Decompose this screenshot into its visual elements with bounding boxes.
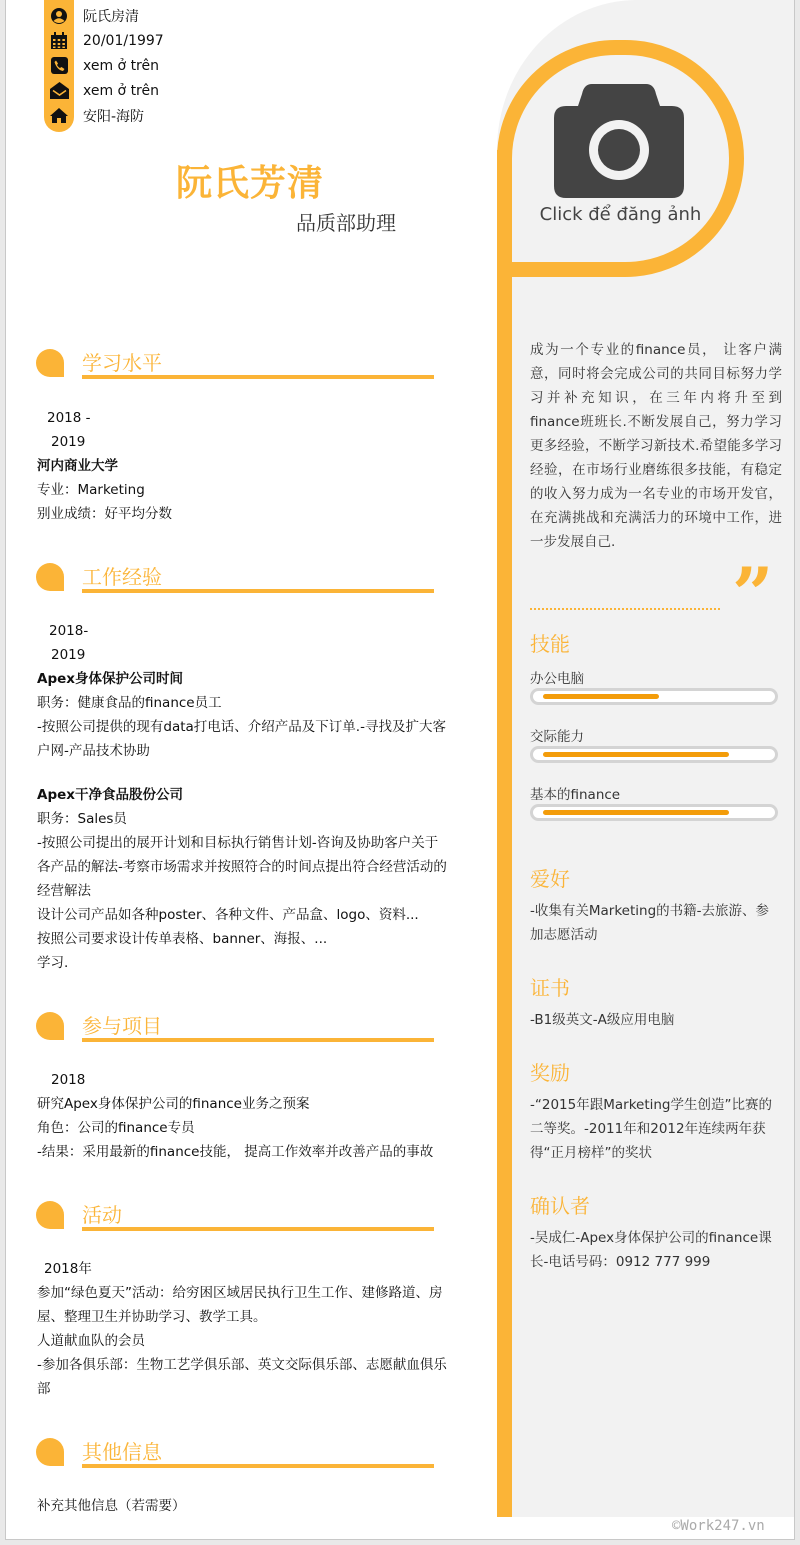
education-date-start: 2018 - xyxy=(47,410,91,426)
section-projects-header xyxy=(36,1010,436,1046)
photo-upload-label[interactable]: Click để đăng ảnh xyxy=(539,204,702,225)
contact-phone: xem ở trên xyxy=(83,57,159,74)
project-result: -结果：采用最新的finance技能， 提高工作效率并改善产品的事故 xyxy=(37,1144,434,1160)
section-divider xyxy=(82,375,434,379)
certificates-text: -B1级英文-A级应用电脑 xyxy=(530,1012,675,1028)
section-divider xyxy=(82,1038,434,1042)
skill-bar-fill xyxy=(543,752,729,757)
section-divider xyxy=(82,589,434,593)
section-divider xyxy=(82,1227,434,1231)
section-title: 其他信息 xyxy=(82,1440,162,1464)
hobbies-title: 爱好 xyxy=(530,867,570,891)
contact-dob: 20/01/1997 xyxy=(83,32,164,49)
job-role: 职务：健康食品的finance员工 xyxy=(37,695,222,711)
quote-icon: ” xyxy=(732,551,774,636)
project-name: 研究Apex身体保护公司的finance业务之预案 xyxy=(37,1096,310,1112)
education-school: 河内商业大学 xyxy=(37,458,118,474)
section-title: 参与项目 xyxy=(82,1014,162,1038)
job-role: 职务：Sales员 xyxy=(37,811,127,827)
career-objective: 成为一个专业的finance员， 让客户满意，同时将会完成公司的共同目标努力学习并补充知识，在三年内将升至到finance班班长.不断发展自己，努力学习更多经验，不断学习新技术.希望能多学习经验，在市场行业磨练很多技能，有稳定的收入努力成为一名专业的市场开发官，在充满挑战和充满活力的环境中工作，进一步发展自己. xyxy=(530,342,782,550)
section-bullet-icon xyxy=(36,1438,64,1466)
resume-page xyxy=(5,0,795,1540)
activity-item: -参加各俱乐部：生物工艺学俱乐部、英文交际俱乐部、志愿献血俱乐部 xyxy=(37,1357,447,1397)
skill-bar xyxy=(530,688,778,705)
phone-icon xyxy=(44,57,74,74)
education-grade: 别业成绩：好平均分数 xyxy=(37,506,172,522)
hobbies-text: -收集有关Marketing的书籍-去旅游、参加志愿活动 xyxy=(530,903,770,943)
job-description: 设计公司产品如各种poster、各种文件、产品盒、logo、资料... xyxy=(37,907,419,923)
job-company: Apex干净食品股份公司 xyxy=(37,787,183,803)
job-description: 按照公司要求设计传单表格、banner、海报、... xyxy=(37,931,328,947)
contact-name-row xyxy=(44,3,139,28)
contact-name: 阮氏房清 xyxy=(83,8,139,25)
section-title: 学习水平 xyxy=(82,351,162,375)
user-icon xyxy=(44,7,74,25)
skills-title: 技能 xyxy=(530,632,570,656)
other-info-text: 补充其他信息（若需要） xyxy=(37,1498,186,1514)
section-education-header xyxy=(36,347,436,383)
right-accent-bar xyxy=(497,150,512,1517)
calendar-icon xyxy=(44,32,74,50)
skill-bar-fill xyxy=(543,694,659,699)
section-experience-header xyxy=(36,561,436,597)
projects-block xyxy=(37,1068,447,1164)
job-description: 学习. xyxy=(37,955,69,971)
certificates-title: 证书 xyxy=(530,976,570,1000)
contact-address: 安阳-海防 xyxy=(83,108,145,125)
awards-title: 奖励 xyxy=(530,1061,570,1085)
candidate-name: 阮氏芳清 xyxy=(176,163,325,204)
dotted-divider xyxy=(530,608,720,610)
contact-phone-row xyxy=(44,53,159,78)
camera-icon[interactable] xyxy=(554,84,684,198)
section-title: 活动 xyxy=(82,1203,122,1227)
job-company: Apex身体保护公司时间 xyxy=(37,671,183,687)
activities-block xyxy=(37,1257,447,1401)
education-block xyxy=(37,406,447,526)
contact-email: xem ở trên xyxy=(83,82,159,99)
section-title: 工作经验 xyxy=(82,565,162,589)
activity-date: 2018年 xyxy=(44,1261,92,1277)
section-divider xyxy=(82,1464,434,1468)
candidate-position: 品质部助理 xyxy=(296,211,396,235)
contact-email-row xyxy=(44,78,159,103)
skill-bar xyxy=(530,804,778,821)
job-description: -按照公司提出的展开计划和目标执行销售计划-咨询及协助客户关于各产品的解法-考察市场需求并按照符合的时间点提出符合经营活动的经营解法 xyxy=(37,835,447,899)
education-major: 专业：Marketing xyxy=(37,482,145,498)
experience-date-end: 2019 xyxy=(51,647,86,663)
section-bullet-icon xyxy=(36,1012,64,1040)
skill-bar-fill xyxy=(543,810,729,815)
section-bullet-icon xyxy=(36,563,64,591)
skill-label: 办公电脑 xyxy=(530,671,584,687)
section-bullet-icon xyxy=(36,1201,64,1229)
references-text: -吴成仁-Apex身体保护公司的finance课长-电话号码：0912 777 999 xyxy=(530,1230,772,1270)
job-description: -按照公司提供的现有data打电话、介绍产品及下订单.-寻找及扩大客户网-产品技术协助 xyxy=(37,719,446,759)
home-icon xyxy=(44,108,74,123)
awards-text: -“2015年跟Marketing学生创造”比赛的二等奖。-2011年和2012年连续两年获得“正月榜样”的奖状 xyxy=(530,1097,772,1161)
project-date: 2018 xyxy=(51,1072,86,1088)
contact-address-row xyxy=(44,103,144,128)
skill-label: 基本的finance xyxy=(530,787,621,803)
envelope-icon xyxy=(44,82,74,99)
section-other-header xyxy=(36,1436,436,1472)
experience-block xyxy=(37,619,447,975)
skill-label: 交际能力 xyxy=(530,729,584,745)
activity-item: 人道献血队的会员 xyxy=(37,1333,145,1349)
experience-date-start: 2018- xyxy=(49,623,89,639)
skill-bar xyxy=(530,746,778,763)
section-bullet-icon xyxy=(36,349,64,377)
watermark: ©Work247.vn xyxy=(672,1518,765,1534)
other-block xyxy=(37,1494,447,1518)
education-date-end: 2019 xyxy=(51,434,86,450)
activity-item: 参加“绿色夏天”活动：给穷困区域居民执行卫生工作、建修路道、房屋、整理卫生并协助学习、教学工具。 xyxy=(37,1285,443,1325)
section-activities-header xyxy=(36,1199,436,1235)
references-title: 确认者 xyxy=(530,1194,590,1218)
project-role: 角色：公司的finance专员 xyxy=(37,1120,195,1136)
contact-dob-row xyxy=(44,28,164,53)
